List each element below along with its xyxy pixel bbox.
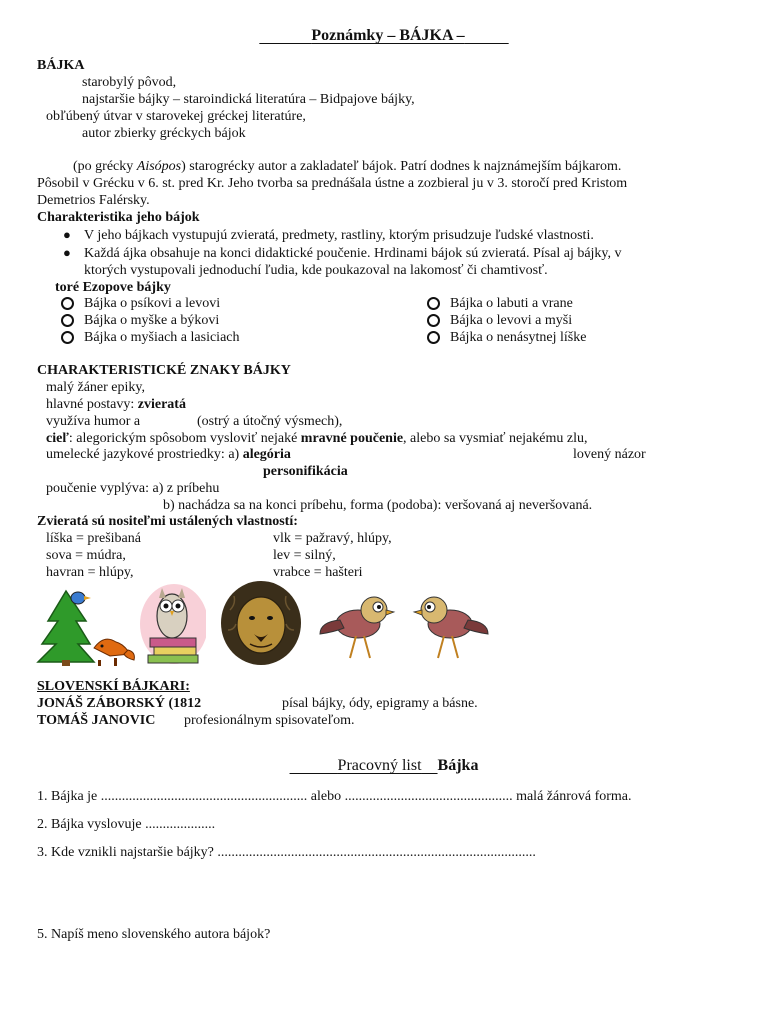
circle-bullet-icon — [61, 297, 74, 310]
fables-heading: toré Ezopove bájky — [55, 280, 171, 295]
fable-item: Bájka o psíkovi a levovi — [84, 296, 221, 311]
bullet-dot: ● — [63, 227, 71, 242]
signs-line: cieľ: alegorickým spôsobom vysloviť nejaké mravné poučenie, alebo sa vysmiať nejakému zlu, — [46, 431, 588, 446]
worksheet-question: 2. Bájka vyslovuje .................... — [37, 817, 216, 832]
characteristics-bullet: V jeho bájkach vystupujú zvieratá, predmety, rastliny, ktorým prisudzuje ľudské vlastnosti. — [84, 228, 594, 243]
signs-line: personifikácia — [263, 464, 348, 479]
signs-line: malý žáner epiky, — [46, 380, 145, 395]
signs-line: umelecké jazykové prostriedky: a) alegória — [46, 447, 291, 462]
animals-heading: Zvieratá sú nositeľmi ustálených vlastností: — [37, 514, 298, 529]
bullet-dot: ● — [63, 245, 71, 260]
signs-line: lovený názor — [573, 447, 646, 462]
slovak-heading: SLOVENSKÍ BÁJKARI: — [37, 679, 190, 694]
aisopos-line: Demetrios Falérsky. — [37, 193, 150, 208]
author-name: TOMÁŠ JANOVIC — [37, 713, 156, 728]
circle-bullet-icon — [427, 297, 440, 310]
animal-trait: lev = silný, — [273, 548, 336, 563]
signs-line: poučenie vyplýva: a) z príbehu — [46, 481, 220, 496]
signs-line: b) nachádza sa na konci príbehu, forma (podoba): veršovaná aj neveršovaná. — [163, 498, 593, 513]
worksheet-title: Pracovný list Bájka — [337, 757, 479, 774]
aisopos-line: (po grécky Aisópos) starogrécky autor a zakladateľ bájok. Patrí dodnes k najznámejším bájkarom. — [73, 159, 622, 174]
fable-item: Bájka o nenásytnej líške — [450, 330, 587, 345]
intro-line: obľúbený útvar v starovekej gréckej literatúre, — [46, 109, 306, 124]
lion-head-illustration — [220, 580, 302, 666]
two-birds-illustration — [318, 586, 490, 666]
worksheet-question: 3. Kde vznikli najstaršie bájky? ........................................................................................... — [37, 845, 536, 860]
fable-item: Bájka o myške a býkovi — [84, 313, 220, 328]
circle-bullet-icon — [61, 331, 74, 344]
owl-on-books-illustration — [140, 578, 206, 664]
intro-line: starobylý pôvod, — [82, 75, 177, 90]
circle-bullet-icon — [427, 314, 440, 327]
aisopos-line: Pôsobil v Grécku v 6. st. pred Kr. Jeho tvorba sa prednášala ústne a zozbieral ju v 3. storočí pred Kristom — [37, 176, 628, 191]
page-title: Poznámky – BÁJKA – — [311, 27, 465, 44]
characteristics-bullet: Každá ájka obsahuje na konci didaktické poučenie. Hrdinami bájok sú zvieratá. Písal aj bájky, v — [84, 246, 622, 261]
animal-trait: vlk = pažravý, hlúpy, — [273, 531, 392, 546]
author-description: písal bájky, ódy, epigramy a básne. — [282, 696, 478, 711]
fable-item: Bájka o myšiach a lasiciach — [84, 330, 240, 345]
characteristics-bullet: ktorých vystupovali jednoduchí ľudia, kde poukazoval na lakomosť či chamtivosť. — [84, 263, 548, 278]
circle-bullet-icon — [427, 331, 440, 344]
signs-line: využíva humor a — [46, 414, 141, 429]
animal-trait: vrabce = hašteri — [273, 565, 363, 580]
fable-item: Bájka o levovi a myši — [450, 313, 573, 328]
signs-line: (ostrý a útočný výsmech), — [197, 414, 343, 429]
animal-trait: líška = prešibaná — [46, 531, 141, 546]
signs-heading: CHARAKTERISTICKÉ ZNAKY BÁJKY — [37, 363, 291, 378]
intro-line: autor zbierky gréckych bájok — [82, 126, 246, 141]
animal-trait: sova = múdra, — [46, 548, 126, 563]
author-name: JONÁŠ ZÁBORSKÝ (1812 — [37, 696, 202, 711]
signs-line: hlavné postavy: zvieratá — [46, 397, 186, 412]
intro-line: najstaršie bájky – staroindická literatúra – Bidpajove bájky, — [82, 92, 415, 107]
worksheet-question: 1. Bájka je ........................................................... alebo ................................................ malá žánrová forma. — [37, 789, 632, 804]
characteristics-heading: Charakteristika jeho bájok — [37, 210, 200, 225]
circle-bullet-icon — [61, 314, 74, 327]
author-description: profesionálnym spisovateľom. — [184, 713, 355, 728]
fable-item: Bájka o labuti a vrane — [450, 296, 573, 311]
fox-tree-illustration — [36, 586, 136, 666]
animal-trait: havran = hlúpy, — [46, 565, 134, 580]
worksheet-question: 5. Napíš meno slovenského autora bájok? — [37, 927, 271, 942]
intro-heading: BÁJKA — [37, 58, 85, 73]
